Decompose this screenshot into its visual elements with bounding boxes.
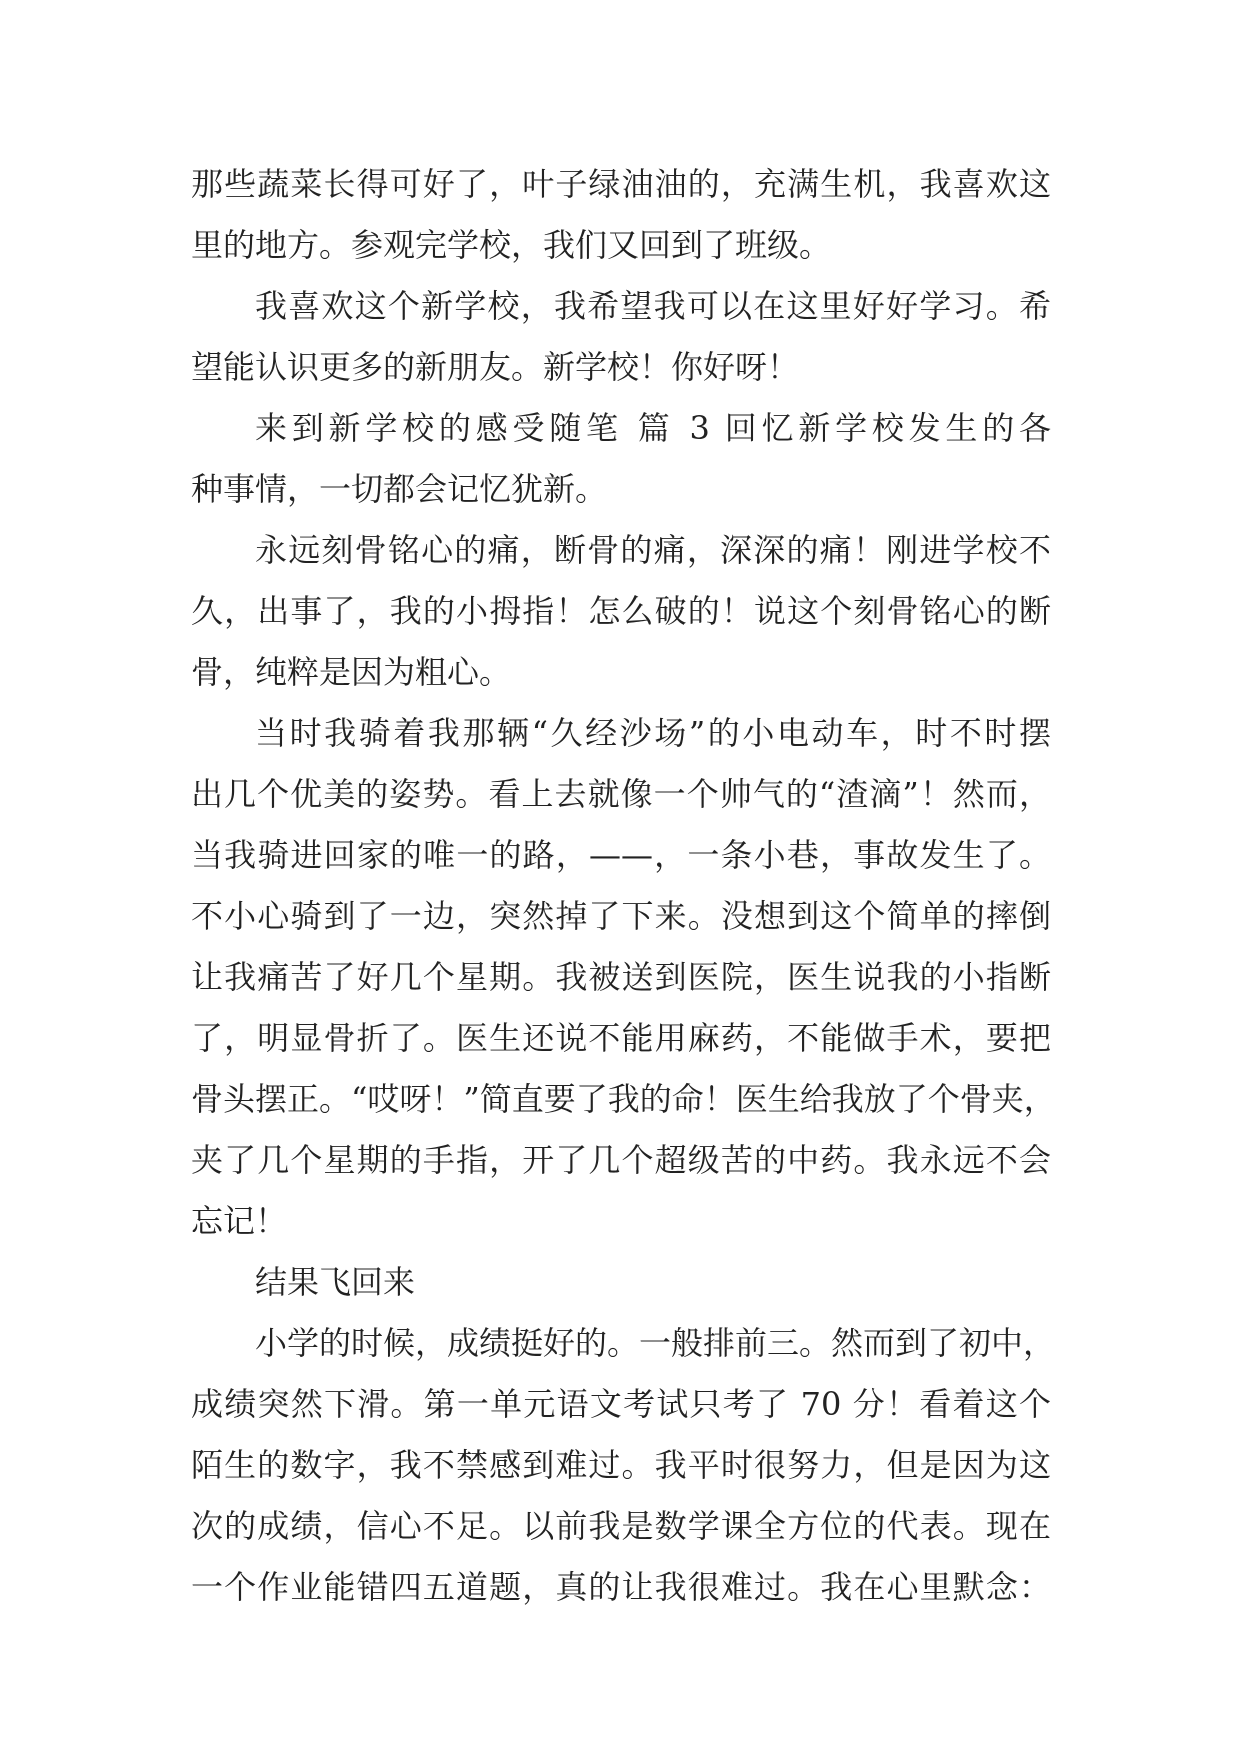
text-line: 里的地方。参观完学校，我们又回到了班级。: [191, 226, 832, 264]
text-line: 永远刻骨铭心的痛，断骨的痛，深深的痛！刚进学校不: [255, 531, 1051, 569]
text-line: 当我骑进回家的唯一的路，——，一条小巷，事故发生了。: [191, 836, 1051, 874]
text-line: 陌生的数字，我不禁感到难过。我平时很努力，但是因为这: [191, 1446, 1051, 1484]
text-line: 种事情，一切都会记忆犹新。: [191, 470, 608, 508]
text-line: 一个作业能错四五道题，真的让我很难过。我在心里默念：: [191, 1568, 1051, 1606]
text-line: 出几个优美的姿势。看上去就像一个帅气的“渣滴”！然而，: [191, 775, 1051, 813]
section-heading: 结果飞回来: [255, 1263, 416, 1301]
document-body: [191, 154, 1056, 1618]
text-line: 忘记！: [191, 1202, 288, 1240]
text-line: 我喜欢这个新学校，我希望我可以在这里好好学习。希: [255, 287, 1051, 325]
text-line: 来到新学校的感受随笔 篇 3 回忆新学校发生的各: [255, 409, 1051, 447]
text-line: 当时我骑着我那辆“久经沙场”的小电动车，时不时摆: [255, 714, 1051, 752]
text-line: 久，出事了，我的小拇指！怎么破的！说这个刻骨铭心的断: [191, 592, 1051, 630]
text-line: 望能认识更多的新朋友。新学校！你好呀！: [191, 348, 800, 386]
text-line: 不小心骑到了一边，突然掉了下来。没想到这个简单的摔倒: [191, 897, 1051, 935]
text-line: 了，明显骨折了。医生还说不能用麻药，不能做手术，要把: [191, 1019, 1051, 1057]
text-line: 骨头摆正。“哎呀！”简直要了我的命！医生给我放了个骨夹，: [191, 1080, 1056, 1118]
text-line: 让我痛苦了好几个星期。我被送到医院，医生说我的小指断: [191, 958, 1051, 996]
text-line: 成绩突然下滑。第一单元语文考试只考了 70 分！看着这个: [191, 1385, 1051, 1423]
text-line: 骨，纯粹是因为粗心。: [191, 653, 512, 691]
text-line: 那些蔬菜长得可好了，叶子绿油油的，充满生机，我喜欢这: [191, 165, 1051, 203]
text-line: 次的成绩，信心不足。以前我是数学课全方位的代表。现在: [191, 1507, 1051, 1545]
text-line: 夹了几个星期的手指，开了几个超级苦的中药。我永远不会: [191, 1141, 1051, 1179]
text-line: 小学的时候，成绩挺好的。一般排前三。然而到了初中，: [255, 1324, 1056, 1362]
